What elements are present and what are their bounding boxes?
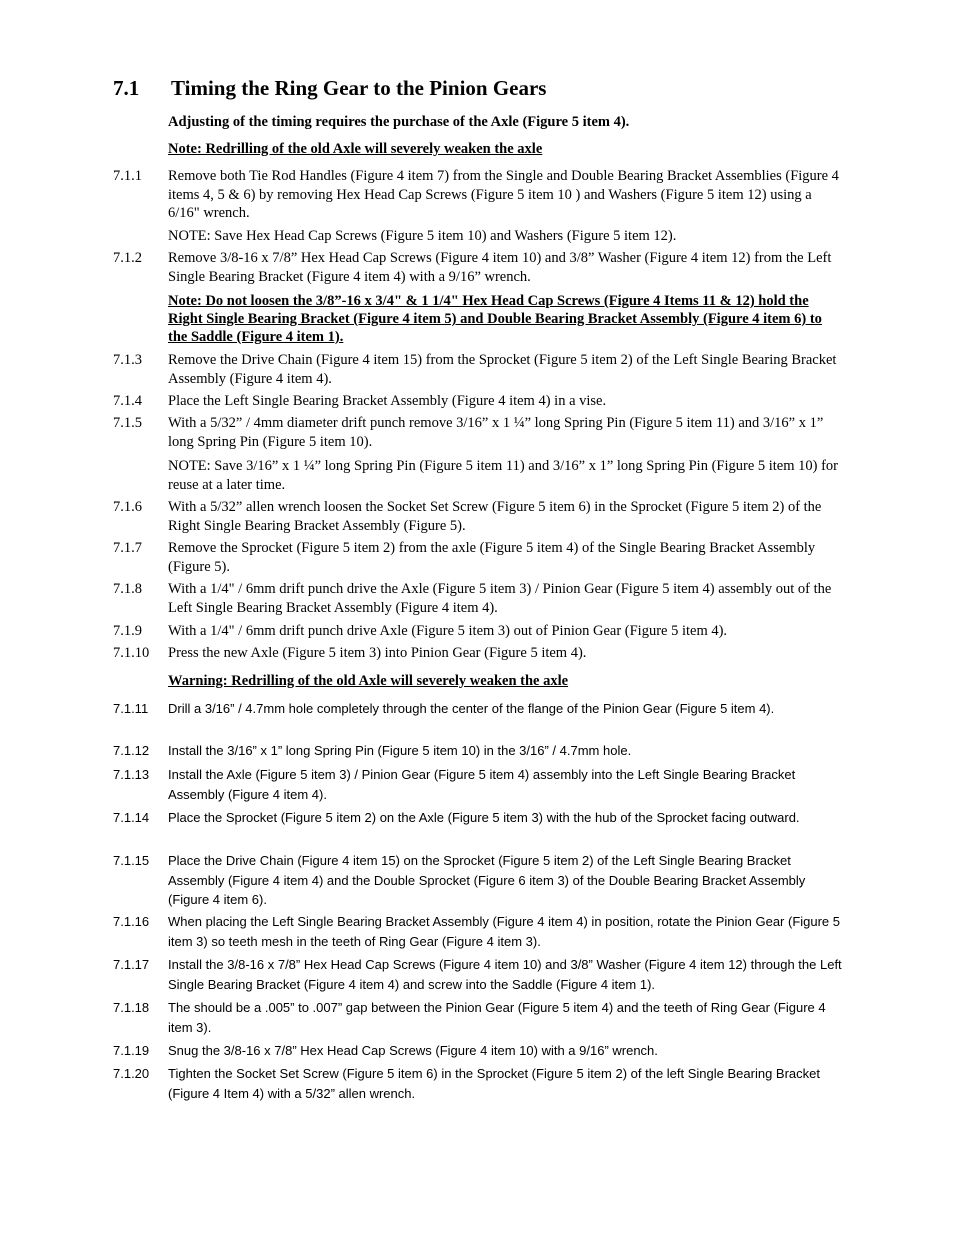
step-item xyxy=(113,249,843,286)
step-item xyxy=(113,955,843,994)
step-text: Place the Drive Chain (Figure 4 item 15) on the Sprocket (Figure 5 item 2) of the Left Single Bearing Bracket Assembly (Figure 4 item 4) and the Double Sprocket (Figure 6 item 3) of the Double Bearing Bracket Assembly (Figure 4 item 6). xyxy=(168,853,806,907)
step-number: 7.1.4 xyxy=(113,393,142,409)
step-text: Snug the 3/8-16 x 7/8” Hex Head Cap Screws (Figure 4 item 10) with a 9/16” wrench. xyxy=(168,1043,658,1058)
step-text: When placing the Left Single Bearing Bracket Assembly (Figure 4 item 4) in position, rotate the Pinion Gear (Figure 5 item 3) so teeth mesh in the teeth of Ring Gear (Figure 4 item 3). xyxy=(168,914,841,949)
step-item xyxy=(113,580,843,617)
step-text: Remove both Tie Rod Handles (Figure 4 item 7) from the Single and Double Bearing Bracket Assemblies (Figure 4 items 4, 5 & 6) by removing Hex Head Cap Screws (Figure 5 item 10 ) and Washers (Figure 5 item 12) using a 6/16" wrench. xyxy=(168,168,839,221)
step-text: Tighten the Socket Set Screw (Figure 5 item 6) in the Sprocket (Figure 5 item 2) of the left Single Bearing Bracket (Figure 4 Item 4) with a 5/32” allen wrench. xyxy=(168,1066,820,1101)
step-item xyxy=(113,765,843,804)
warning-note: Warning: Redrilling of the old Axle will severely weaken the axle xyxy=(168,673,569,689)
step-number: 7.1.1 xyxy=(113,168,142,184)
step-item xyxy=(113,622,843,641)
step-number: 7.1.9 xyxy=(113,623,142,639)
section-heading xyxy=(113,76,546,101)
step-item xyxy=(113,644,843,663)
step-text: Install the 3/16” x 1” long Spring Pin (Figure 5 item 10) in the 3/16” / 4.7mm hole. xyxy=(168,743,632,758)
step-text: Install the Axle (Figure 5 item 3) / Pinion Gear (Figure 5 item 4) assembly into the Left Single Bearing Bracket Assembly (Figure 4 item 4). xyxy=(168,767,796,802)
step-item xyxy=(113,1041,843,1061)
step-item xyxy=(113,414,843,451)
step-number: 7.1.6 xyxy=(113,499,142,515)
step-number: 7.1.8 xyxy=(113,581,142,597)
step-text: The should be a .005” to .007” gap between the Pinion Gear (Figure 5 item 4) and the teeth of Ring Gear (Figure 4 item 3). xyxy=(168,1000,826,1035)
step-item xyxy=(113,851,843,910)
step-number: 7.1.13 xyxy=(113,767,150,782)
step-text: Place the Left Single Bearing Bracket Assembly (Figure 4 item 4) in a vise. xyxy=(168,393,607,409)
step-number: 7.1.18 xyxy=(113,1000,150,1015)
step-number: 7.1.10 xyxy=(113,645,150,661)
section-number: 7.1 xyxy=(113,76,140,100)
step-item xyxy=(113,741,843,761)
step-text: Install the 3/8-16 x 7/8” Hex Head Cap Screws (Figure 4 item 10) and 3/8” Washer (Figure 4 item 12) through the Left Single Bearing Bracket (Figure 4 item 4) and screw into the Saddle (Figure 4 item 1). xyxy=(168,957,842,992)
step-item xyxy=(113,351,843,388)
step-item xyxy=(113,392,843,411)
step-number: 7.1.12 xyxy=(113,743,150,758)
step-item xyxy=(113,498,843,535)
intro-text: Adjusting of the timing requires the purchase of the Axle (Figure 5 item 4). xyxy=(168,114,630,130)
step-text: With a 5/32” allen wrench loosen the Socket Set Screw (Figure 5 item 6) in the Sprocket (Figure 5 item 2) of the Right Single Bearing Bracket Assembly (Figure 5). xyxy=(168,499,822,534)
step-item xyxy=(113,808,843,828)
step-text: Drill a 3/16” / 4.7mm hole completely through the center of the flange of the Pinion Gear (Figure 5 item 4). xyxy=(168,701,775,716)
step-number: 7.1.19 xyxy=(113,1043,150,1058)
step-item xyxy=(113,539,843,576)
step-item xyxy=(113,699,843,719)
step-text: With a 5/32” / 4mm diameter drift punch remove 3/16” x 1 ¼” long Spring Pin (Figure 5 item 11) and 3/16” x 1” long Spring Pin (Figure 5 item 10). xyxy=(168,415,824,450)
step-item xyxy=(113,1064,843,1103)
step-item xyxy=(113,912,843,951)
step-text: With a 1/4" / 6mm drift punch drive the Axle (Figure 5 item 3) / Pinion Gear (Figure 5 item 4) assembly out of the Left Single Bearing Bracket Assembly (Figure 4 item 4). xyxy=(168,581,832,616)
step-text: Remove the Sprocket (Figure 5 item 2) from the axle (Figure 5 item 4) of the Single Bearing Bracket Assembly (Figure 5). xyxy=(168,540,816,575)
step-item xyxy=(113,167,843,223)
step-number: 7.1.15 xyxy=(113,853,150,868)
step-number: 7.1.11 xyxy=(113,701,149,716)
step-text: With a 1/4" / 6mm drift punch drive Axle (Figure 5 item 3) out of Pinion Gear (Figure 5 item 4). xyxy=(168,623,728,639)
save-pins-note: NOTE: Save 3/16” x 1 ¼” long Spring Pin (Figure 5 item 11) and 3/16” x 1” long Spring Pin (Figure 5 item 10) for reuse at a later time. xyxy=(168,458,839,493)
step-number: 7.1.5 xyxy=(113,415,142,431)
save-note: NOTE: Save Hex Head Cap Screws (Figure 5 item 10) and Washers (Figure 5 item 12). xyxy=(168,228,677,244)
step-number: 7.1.2 xyxy=(113,250,142,266)
step-number: 7.1.3 xyxy=(113,352,142,368)
step-item xyxy=(113,998,843,1037)
step-text: Press the new Axle (Figure 5 item 3) into Pinion Gear (Figure 5 item 4). xyxy=(168,645,587,661)
step-text: Remove the Drive Chain (Figure 4 item 15) from the Sprocket (Figure 5 item 2) of the Left Single Bearing Bracket Assembly (Figure 4 item 4). xyxy=(168,352,837,387)
step-number: 7.1.14 xyxy=(113,810,150,825)
section-title: Timing the Ring Gear to the Pinion Gears xyxy=(171,76,547,100)
step-number: 7.1.17 xyxy=(113,957,150,972)
step-text: Remove 3/8-16 x 7/8” Hex Head Cap Screws (Figure 4 item 10) and 3/8” Washer (Figure 4 item 12) from the Left Single Bearing Bracket (Figure 4 item 4) with a 9/16” wrench. xyxy=(168,250,832,285)
step-text: Place the Sprocket (Figure 5 item 2) on the Axle (Figure 5 item 3) with the hub of the Sprocket facing outward. xyxy=(168,810,800,825)
step-number: 7.1.20 xyxy=(113,1066,150,1081)
step-number: 7.1.7 xyxy=(113,540,142,556)
loosen-warning-note: Note: Do not loosen the 3/8”-16 x 3/4" & 1 1/4" Hex Head Cap Screws (Figure 4 Items 11 & 12) hold the Right Single Bearing Bracket (Figure 4 item 5) and Double Bearing Bracket Assembly (Figure 4 item 6) to the Saddle (Figure 4 item 1). xyxy=(168,293,822,345)
step-number: 7.1.16 xyxy=(113,914,150,929)
top-note: Note: Redrilling of the old Axle will severely weaken the axle xyxy=(168,141,543,157)
